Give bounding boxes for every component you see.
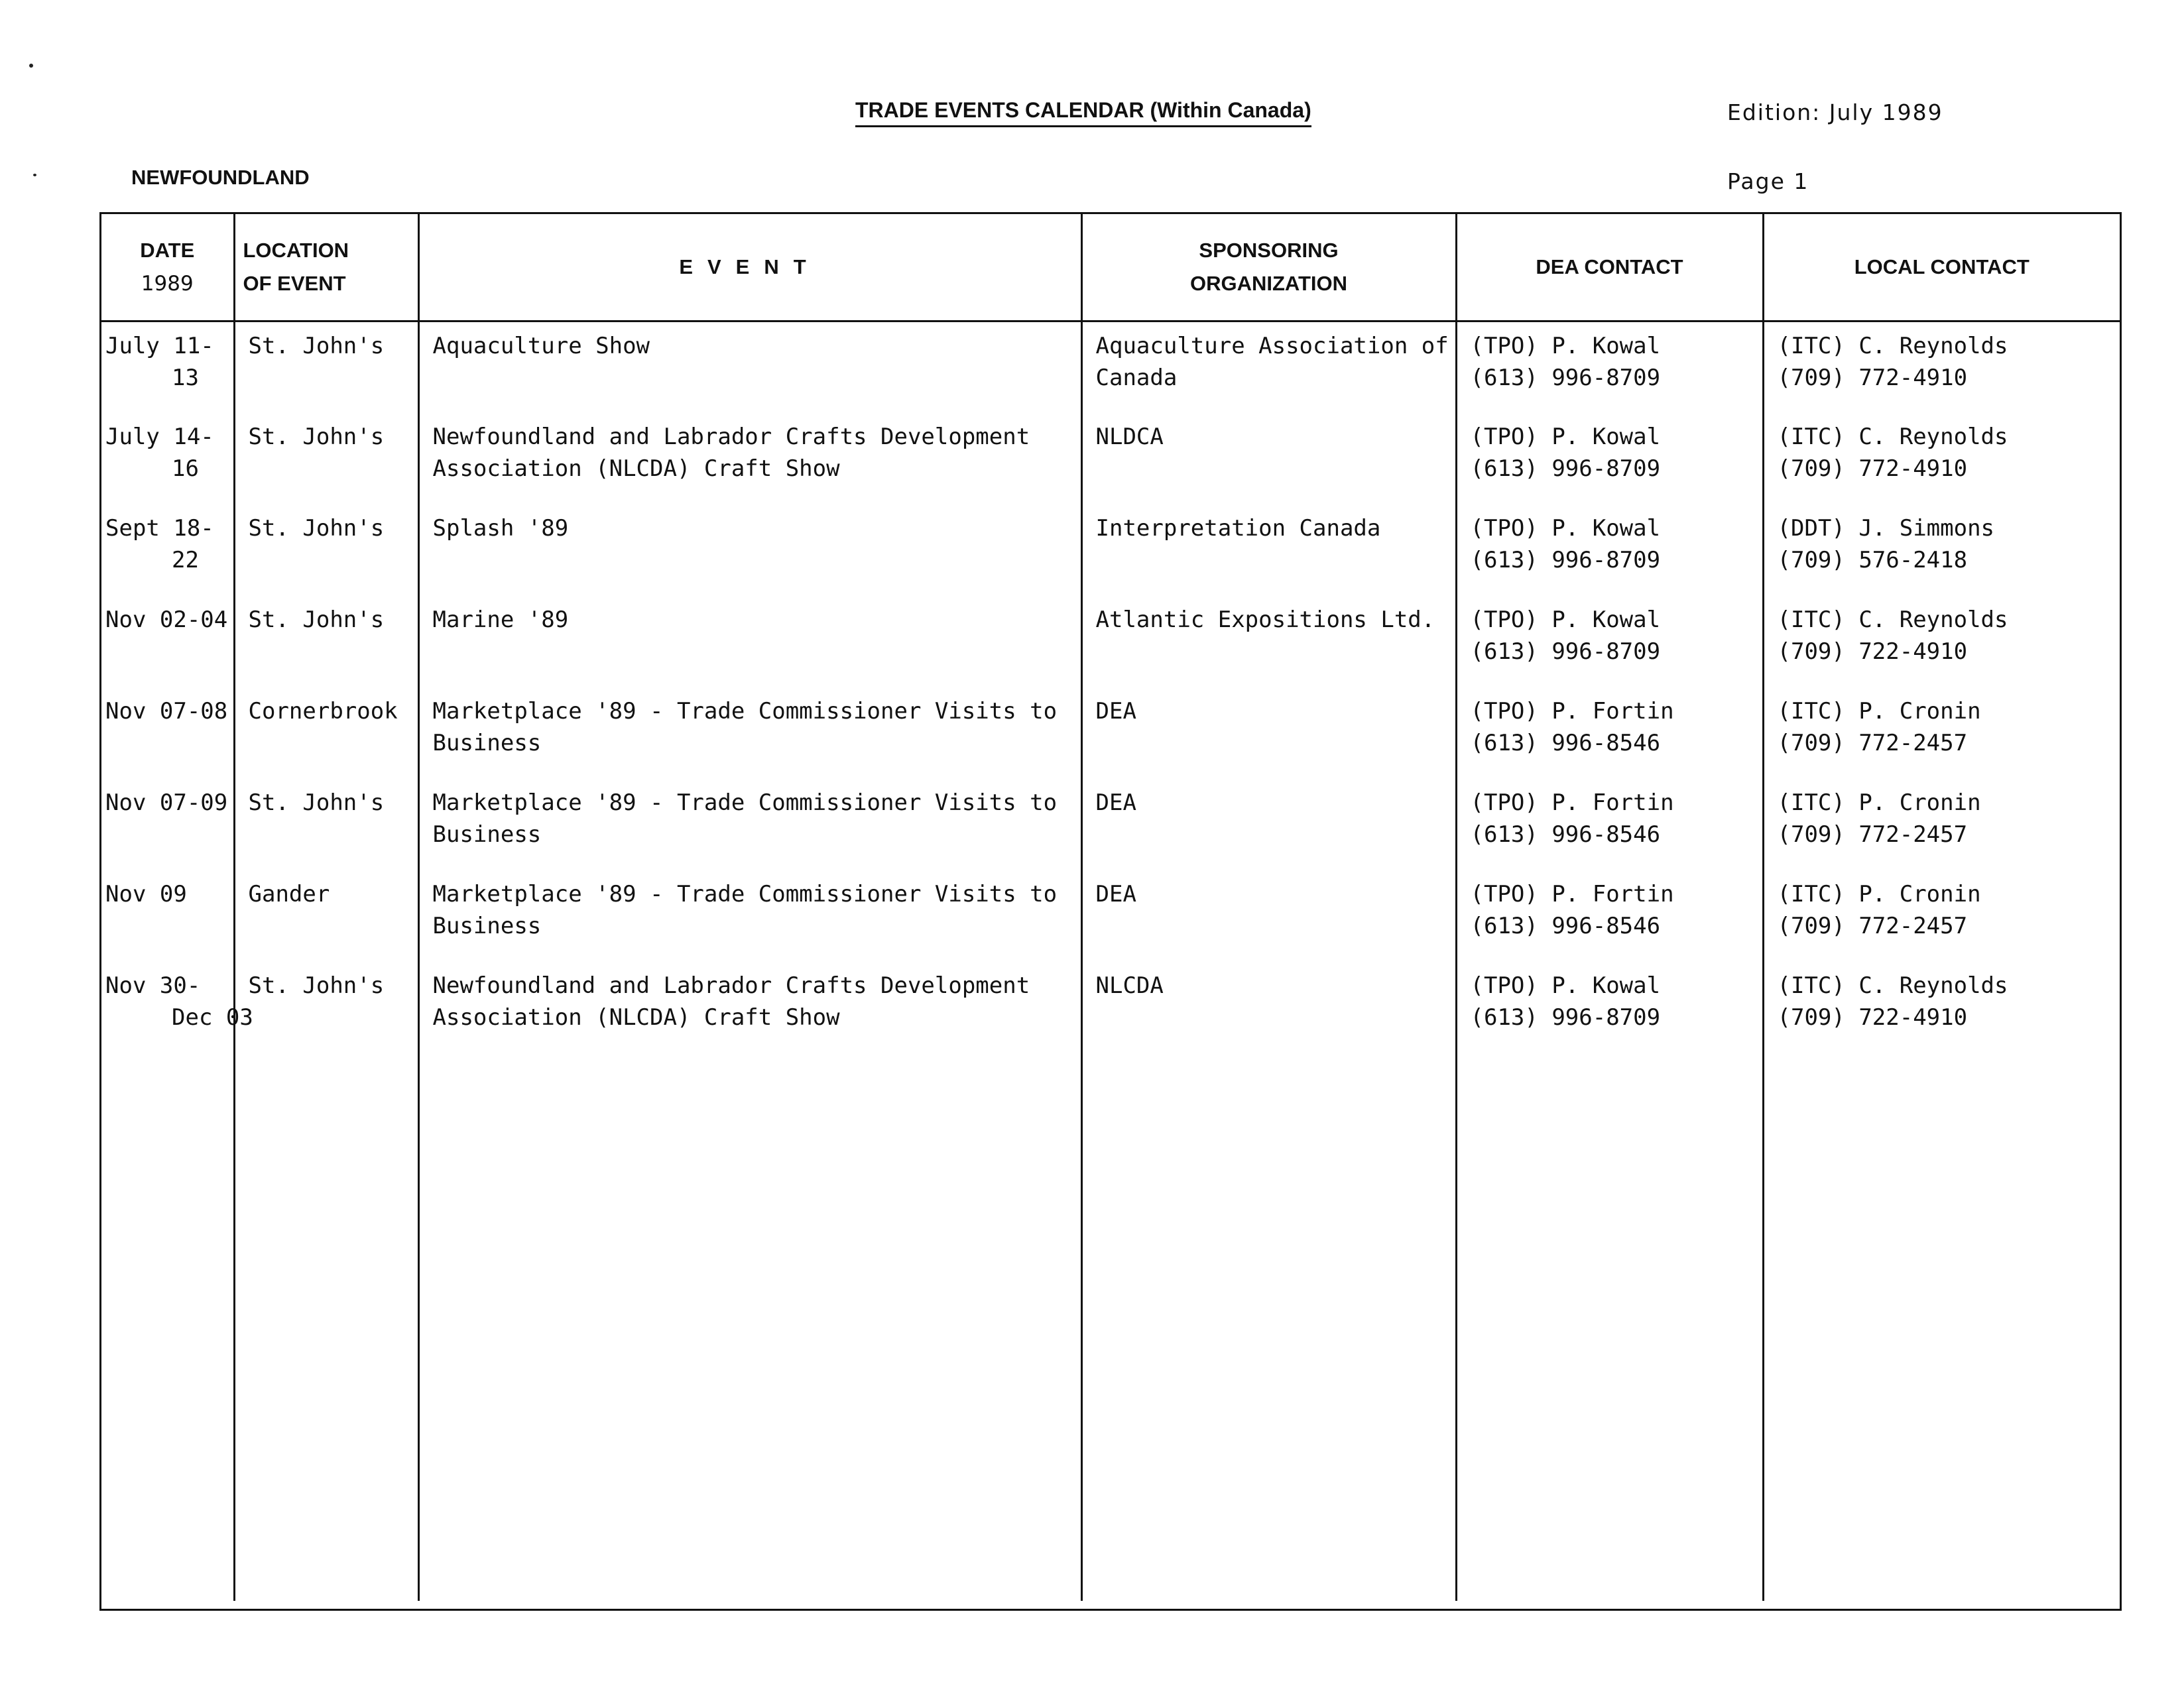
local-contact-header-label: LOCAL CONTACT <box>1854 255 2030 278</box>
date-cell <box>101 779 234 870</box>
location-text: St. John's <box>248 333 385 359</box>
local-contact-phone: (709) 722-4910 <box>1777 1004 1968 1031</box>
dea-contact-phone: (613) 996-8709 <box>1470 455 1661 482</box>
sponsor-line-2: Canada <box>1095 365 1178 391</box>
local-contact-cell <box>1763 413 2120 504</box>
date-cell <box>101 596 234 687</box>
event-line-2: Business <box>432 729 542 756</box>
sponsor-cell <box>1081 321 1456 413</box>
event-cell <box>418 596 1081 687</box>
table-header-row <box>101 214 2120 321</box>
local-contact-cell <box>1763 504 2120 596</box>
location-cell <box>234 596 418 687</box>
dea-contact-phone: (613) 996-8709 <box>1470 365 1661 391</box>
table-row <box>101 596 2120 687</box>
location-cell <box>234 413 418 504</box>
table-row <box>101 962 2120 1053</box>
event-line-2: Business <box>432 821 542 848</box>
filler-cell <box>418 1053 1081 1601</box>
sponsor-cell <box>1081 596 1456 687</box>
dea-contact-name: (TPO) P. Kowal <box>1470 423 1661 450</box>
date-line-start: July 11- <box>105 333 214 359</box>
local-contact-name: (DDT) J. Simmons <box>1777 514 1995 542</box>
dea-contact-name: (TPO) P. Fortin <box>1470 789 1674 816</box>
sponsor-cell <box>1081 870 1456 962</box>
column-header-date <box>101 214 234 321</box>
edition-label: Edition: July 1989 <box>1727 99 1943 125</box>
event-line-1: Newfoundland and Labrador Crafts Development <box>432 423 1030 450</box>
filler-cell <box>1763 1053 2120 1601</box>
event-line-2: Business <box>432 912 542 939</box>
local-contact-name: (ITC) C. Reynolds <box>1777 972 2008 999</box>
sponsor-line-1: Interpretation Canada <box>1095 514 1381 542</box>
date-line-end: Dec 03 <box>172 1004 253 1031</box>
location-text: Gander <box>248 880 330 907</box>
event-line-1: Splash '89 <box>432 514 569 542</box>
dea-contact-cell <box>1456 596 1763 687</box>
location-cell <box>234 504 418 596</box>
local-contact-name: (ITC) P. Cronin <box>1777 697 1981 725</box>
dea-contact-cell <box>1456 870 1763 962</box>
dea-contact-name: (TPO) P. Kowal <box>1470 606 1661 633</box>
event-cell <box>418 962 1081 1053</box>
dea-contact-cell <box>1456 687 1763 779</box>
dea-contact-name: (TPO) P. Kowal <box>1470 972 1661 999</box>
local-contact-name: (ITC) P. Cronin <box>1777 880 1981 907</box>
scan-speck <box>33 174 36 176</box>
location-cell <box>234 321 418 413</box>
location-cell <box>234 687 418 779</box>
date-line-end: 13 <box>172 365 199 391</box>
dea-contact-cell <box>1456 962 1763 1053</box>
sponsor-line-1: NLCDA <box>1095 972 1164 999</box>
table-row <box>101 413 2120 504</box>
sponsor-header-line-2: ORGANIZATION <box>1189 272 1348 295</box>
date-cell <box>101 321 234 413</box>
filler-cell <box>234 1053 418 1601</box>
filler-cell <box>1081 1053 1456 1601</box>
location-cell <box>234 870 418 962</box>
local-contact-cell <box>1763 779 2120 870</box>
date-line-start: Nov 09 <box>105 880 187 907</box>
local-contact-name: (ITC) C. Reynolds <box>1777 423 2008 450</box>
date-cell <box>101 413 234 504</box>
column-header-sponsor <box>1081 214 1456 321</box>
location-text: St. John's <box>248 514 385 542</box>
location-text: St. John's <box>248 606 385 633</box>
date-line-start: Nov 07-09 <box>105 789 228 816</box>
event-line-1: Marketplace '89 - Trade Commissioner Visits to <box>432 697 1058 725</box>
scan-speck <box>29 64 33 68</box>
sponsor-line-1: Aquaculture Association of <box>1095 333 1449 359</box>
local-contact-phone: (709) 576-2418 <box>1777 546 1968 573</box>
local-contact-cell <box>1763 962 2120 1053</box>
event-line-1: Aquaculture Show <box>432 333 650 359</box>
date-line-start: Nov 30- <box>105 972 201 999</box>
page-number: Page 1 <box>1727 168 1809 194</box>
filler-cell <box>101 1053 234 1601</box>
sponsor-line-1: DEA <box>1095 880 1136 907</box>
dea-contact-header-label: DEA CONTACT <box>1536 255 1683 278</box>
filler-cell <box>1456 1053 1763 1601</box>
location-text: St. John's <box>248 423 385 450</box>
date-cell <box>101 870 234 962</box>
dea-contact-cell <box>1456 413 1763 504</box>
local-contact-phone: (709) 772-2457 <box>1777 729 1968 756</box>
event-line-1: Marketplace '89 - Trade Commissioner Visits to <box>432 880 1058 907</box>
date-header-year: 1989 <box>141 272 194 296</box>
location-text: St. John's <box>248 972 385 999</box>
sponsor-cell <box>1081 779 1456 870</box>
local-contact-phone: (709) 772-2457 <box>1777 912 1968 939</box>
event-line-1: Marketplace '89 - Trade Commissioner Visits to <box>432 789 1058 816</box>
local-contact-cell <box>1763 687 2120 779</box>
local-contact-phone: (709) 772-4910 <box>1777 365 1968 391</box>
event-cell <box>418 413 1081 504</box>
local-contact-phone: (709) 722-4910 <box>1777 638 1968 665</box>
date-header-label: DATE <box>140 239 195 262</box>
dea-contact-name: (TPO) P. Kowal <box>1470 514 1661 542</box>
location-text: Cornerbrook <box>248 697 398 725</box>
dea-contact-name: (TPO) P. Kowal <box>1470 333 1661 359</box>
dea-contact-phone: (613) 996-8709 <box>1470 1004 1661 1031</box>
location-text: St. John's <box>248 789 385 816</box>
event-cell <box>418 504 1081 596</box>
date-cell <box>101 687 234 779</box>
event-header-label: EVENT <box>679 255 821 278</box>
dea-contact-name: (TPO) P. Fortin <box>1470 880 1674 907</box>
dea-contact-phone: (613) 996-8546 <box>1470 821 1661 848</box>
date-line-end: 16 <box>172 455 199 482</box>
local-contact-phone: (709) 772-4910 <box>1777 455 1968 482</box>
sponsor-cell <box>1081 962 1456 1053</box>
date-cell <box>101 962 253 1053</box>
events-table-frame <box>99 212 2122 1611</box>
events-table-body <box>101 321 2120 1601</box>
sponsor-cell <box>1081 413 1456 504</box>
event-line-1: Marine '89 <box>432 606 569 633</box>
table-filler-row <box>101 1053 2120 1601</box>
event-line-2: Association (NLCDA) Craft Show <box>432 1004 840 1031</box>
dea-contact-phone: (613) 996-8546 <box>1470 912 1661 939</box>
date-line-end: 22 <box>172 546 199 573</box>
event-line-2: Association (NLCDA) Craft Show <box>432 455 840 482</box>
event-cell <box>418 321 1081 413</box>
column-header-event <box>418 214 1081 321</box>
table-row <box>101 687 2120 779</box>
event-cell <box>418 687 1081 779</box>
dea-contact-phone: (613) 996-8709 <box>1470 638 1661 665</box>
local-contact-name: (ITC) C. Reynolds <box>1777 606 2008 633</box>
local-contact-cell <box>1763 321 2120 413</box>
dea-contact-cell <box>1456 504 1763 596</box>
events-table <box>101 214 2120 1601</box>
column-header-local-contact <box>1763 214 2120 321</box>
event-line-1: Newfoundland and Labrador Crafts Development <box>432 972 1030 999</box>
location-header-line-2: OF EVENT <box>243 272 346 295</box>
region-heading: NEWFOUNDLAND <box>131 166 310 189</box>
local-contact-name: (ITC) C. Reynolds <box>1777 333 2008 359</box>
dea-contact-name: (TPO) P. Fortin <box>1470 697 1674 725</box>
sponsor-line-1: NLDCA <box>1095 423 1164 450</box>
table-row <box>101 779 2120 870</box>
dea-contact-cell <box>1456 779 1763 870</box>
date-line-start: Nov 02-04 <box>105 606 228 633</box>
sponsor-header-line-1: SPONSORING <box>1199 239 1339 262</box>
date-line-start: July 14- <box>105 423 214 450</box>
sponsor-line-1: DEA <box>1095 789 1136 816</box>
location-cell <box>234 779 418 870</box>
date-line-start: Nov 07-08 <box>105 697 228 725</box>
sponsor-line-1: DEA <box>1095 697 1136 725</box>
local-contact-name: (ITC) P. Cronin <box>1777 789 1981 816</box>
local-contact-cell <box>1763 870 2120 962</box>
column-header-location <box>234 214 418 321</box>
event-cell <box>418 870 1081 962</box>
event-cell <box>418 779 1081 870</box>
local-contact-phone: (709) 772-2457 <box>1777 821 1968 848</box>
location-header-line-1: LOCATION <box>243 239 349 262</box>
local-contact-cell <box>1763 596 2120 687</box>
date-line-start: Sept 18- <box>105 514 214 542</box>
dea-contact-phone: (613) 996-8546 <box>1470 729 1661 756</box>
document-title: TRADE EVENTS CALENDAR (Within Canada) <box>855 98 1311 127</box>
column-header-dea-contact <box>1456 214 1763 321</box>
dea-contact-cell <box>1456 321 1763 413</box>
dea-contact-phone: (613) 996-8709 <box>1470 546 1661 573</box>
table-row <box>101 504 2120 596</box>
sponsor-cell <box>1081 687 1456 779</box>
location-cell <box>234 962 418 1053</box>
date-cell <box>101 504 234 596</box>
sponsor-cell <box>1081 504 1456 596</box>
table-row <box>101 321 2120 413</box>
table-row <box>101 870 2120 962</box>
sponsor-line-1: Atlantic Expositions Ltd. <box>1095 606 1435 633</box>
